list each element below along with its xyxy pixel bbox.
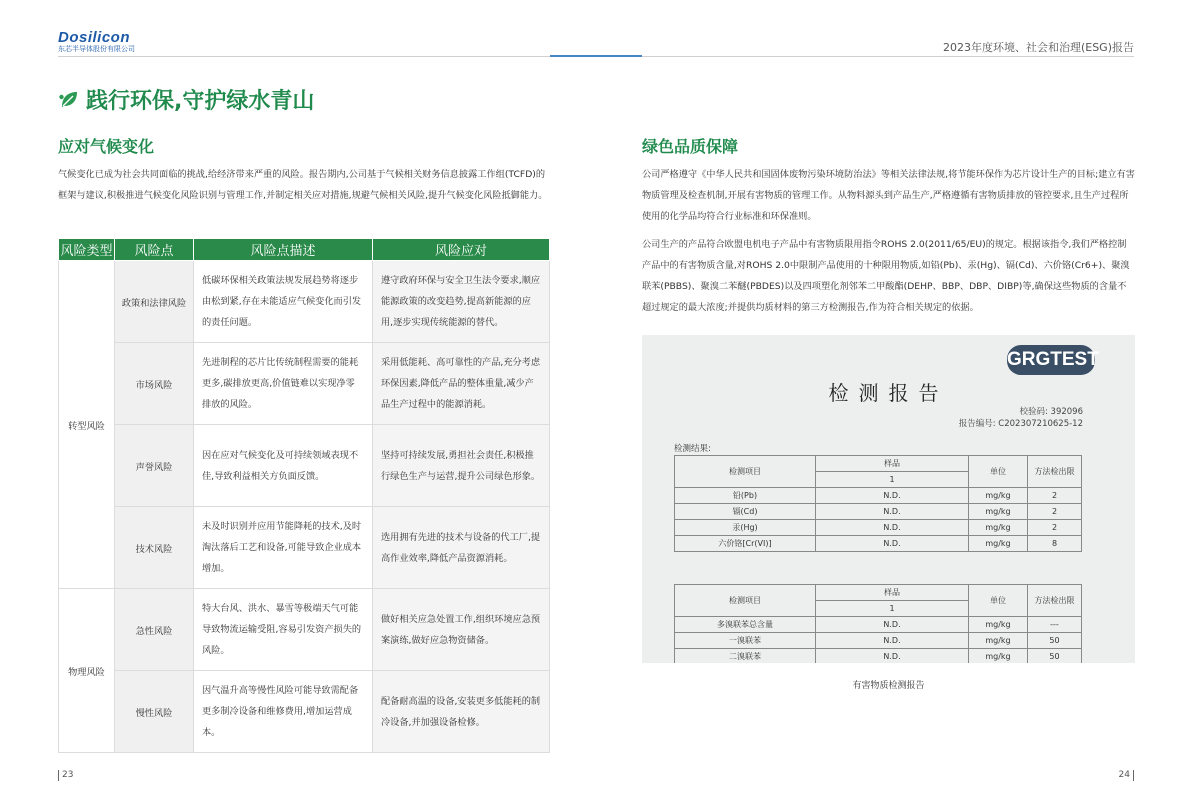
table-row: [59, 425, 550, 507]
green-quality-paragraph-2: 公司生产的产品符合欧盟电机电子产品中有害物质限用指令ROHS 2.0(2011/65/EU)的规定。根据该指令,我们严格控制产品中的有害物质含量,对ROHS 2.0中限制产品使用的十种限用物质,如铅(Pb)、汞(Hg)、镉(Cd)、六价铬(Cr6+)、聚溴联苯(PBBS)、聚溴二苯醚(PBDES)以及四项塑化剂邻苯二甲酸酯(DEHP、BBP、DBP、DIBP)等,确保这些物质的含量不超过规定的最大浓度;并提供均质材料的第三方检测报告,作为符合相关规定的依据。: [642, 239, 1130, 313]
item-cell: 镉(Cd): [675, 504, 816, 520]
unit-cell: mg/kg: [969, 649, 1028, 664]
header-risk-description: 风险点描述: [194, 239, 373, 261]
col-limit: 方法检出限: [1028, 585, 1082, 617]
risk-type-cell: 转型风险: [59, 261, 115, 589]
risk-response-cell: 坚持可持续发展,勇担社会责任,积极推行绿色生产与运营,提升公司绿色形象。: [373, 425, 550, 507]
limit-cell: 50: [1028, 649, 1082, 664]
page-number-right: 24: [1118, 770, 1130, 780]
header-risk-response: 风险应对: [373, 239, 550, 261]
risk-response-cell: 做好相关应急处置工作,组织环境应急预案演练,做好应急物资储备。: [373, 589, 550, 671]
climate-heading: 应对气候变化: [58, 137, 155, 156]
table-row: [59, 589, 550, 671]
col-sample-no: 1: [816, 472, 969, 488]
risk-description-cell: 未及时识别并应用节能降耗的技术,及时淘汰落后工艺和设备,可能导致企业成本增加。: [194, 507, 373, 589]
limit-cell: 8: [1028, 536, 1082, 552]
risk-response-cell: 选用拥有先进的技术与设备的代工厂,提高作业效率,降低产品资源消耗。: [373, 507, 550, 589]
table-row: [675, 520, 1082, 536]
leaf-icon: [58, 89, 80, 111]
col-sample-no: 1: [816, 601, 969, 617]
climate-risk-table: [58, 238, 550, 753]
table-row: [675, 585, 1082, 601]
col-unit: 单位: [969, 585, 1028, 617]
page-marker-left: [58, 770, 59, 781]
value-cell: N.D.: [816, 536, 969, 552]
table-row: [675, 536, 1082, 552]
table-row: [675, 456, 1082, 472]
table-row: [59, 343, 550, 425]
climate-paragraph: 气候变化已成为社会共同面临的挑战,给经济带来严重的风险。报告期内,公司基于气候相关财务信息披露工作组(TCFD)的框架与建议,积极推进气候变化风险识别与管理工作,并制定相关应对措施,规避气候相关风险,提升气候变化风险抵御能力。: [58, 169, 548, 201]
risk-description-cell: 因气温升高等慢性风险可能导致需配备更多制冷设备和维修费用,增加运营成本。: [194, 671, 373, 753]
col-limit: 方法检出限: [1028, 456, 1082, 488]
limit-cell: 2: [1028, 488, 1082, 504]
report-title: 2023年度环境、社会和治理(ESG)报告: [942, 41, 1134, 54]
value-cell: N.D.: [816, 617, 969, 633]
table-row: [675, 633, 1082, 649]
item-cell: 汞(Hg): [675, 520, 816, 536]
green-quality-paragraph-1: 公司严格遵守《中华人民共和国固体废物污染环境防治法》等相关法律法规,将节能环保作为芯片设计生产的目标;建立有害物质管理及检查机制,开展有害物质的管理工作。从物料源头到产品生产,严格遵循有害物质排放的管控要求,且生产过程所使用的化学品均符合行业标准和环保准则。: [642, 169, 1135, 222]
company-logo: [58, 30, 135, 54]
table-row: [675, 488, 1082, 504]
unit-cell: mg/kg: [969, 520, 1028, 536]
test-report-image: [642, 335, 1135, 663]
grgtest-logo: GRGTEST: [1007, 345, 1095, 375]
unit-cell: mg/kg: [969, 633, 1028, 649]
risk-description-cell: 因在应对气候变化及可持续领域表现不佳,导致利益相关方负面反馈。: [194, 425, 373, 507]
limit-cell: 2: [1028, 504, 1082, 520]
risk-response-cell: 遵守政府环保与安全卫生法令要求,顺应能源政策的改变趋势,提高新能源的应用,逐步实现传统能源的替代。: [373, 261, 550, 343]
table-row: [675, 617, 1082, 633]
limit-cell: 2: [1028, 520, 1082, 536]
col-unit: 单位: [969, 456, 1028, 488]
report-number: 报告编号: C202307210625-12: [958, 419, 1083, 429]
value-cell: N.D.: [816, 488, 969, 504]
report-results-label: 检测结果:: [674, 444, 711, 454]
value-cell: N.D.: [816, 649, 969, 664]
report-doc-title: 检测报告: [828, 381, 949, 405]
header-risk-point: 风险点: [115, 239, 194, 261]
logo-text: Dosilicon: [58, 29, 131, 46]
limit-cell: 50: [1028, 633, 1082, 649]
table-header-row: [59, 239, 550, 261]
table-row: [675, 504, 1082, 520]
report-table-pbb: [674, 584, 1082, 663]
risk-type-cell: 物理风险: [59, 589, 115, 753]
table-row: [59, 507, 550, 589]
item-cell: 一溴联苯: [675, 633, 816, 649]
col-item: 检测项目: [675, 456, 816, 488]
risk-description-cell: 低碳环保相关政策法规发展趋势将逐步由松到紧,存在未能适应气候变化而引发的责任问题。: [194, 261, 373, 343]
image-caption: 有害物质检测报告: [852, 681, 925, 691]
risk-response-cell: 采用低能耗、高可靠性的产品,充分考虑环保因素,降低产品的整体重量,减少产品生产过程中的能源消耗。: [373, 343, 550, 425]
value-cell: N.D.: [816, 520, 969, 536]
risk-point-cell: 急性风险: [115, 589, 194, 671]
col-sample: 样品: [816, 456, 969, 472]
risk-description-cell: 先进制程的芯片比传统制程需要的能耗更多,碳排放更高,价值链难以实现净零排放的风险。: [194, 343, 373, 425]
header-risk-type: 风险类型: [59, 239, 115, 261]
risk-point-cell: 市场风险: [115, 343, 194, 425]
value-cell: N.D.: [816, 633, 969, 649]
table-row: [675, 649, 1082, 664]
table-row: [59, 261, 550, 343]
section-title-text: 践行环保,守护绿水青山: [86, 89, 315, 114]
risk-point-cell: 技术风险: [115, 507, 194, 589]
value-cell: N.D.: [816, 504, 969, 520]
unit-cell: mg/kg: [969, 536, 1028, 552]
logo-subtitle: 东芯半导体股份有限公司: [58, 45, 135, 53]
col-item: 检测项目: [675, 585, 816, 617]
page-number-left: 23: [62, 770, 74, 780]
green-quality-heading: 绿色品质保障: [642, 137, 739, 156]
header-divider-accent: [550, 55, 642, 57]
unit-cell: mg/kg: [969, 504, 1028, 520]
section-title: [58, 84, 314, 115]
risk-point-cell: 政策和法律风险: [115, 261, 194, 343]
item-cell: 二溴联苯: [675, 649, 816, 664]
col-sample: 样品: [816, 585, 969, 601]
risk-point-cell: 慢性风险: [115, 671, 194, 753]
risk-response-cell: 配备耐高温的设备,安装更多低能耗的制冷设备,并加强设备检修。: [373, 671, 550, 753]
risk-description-cell: 特大台风、洪水、暴雪等极端天气可能导致物流运输受阻,容易引发资产损失的风险。: [194, 589, 373, 671]
report-table-metals: [674, 455, 1082, 552]
table-row: [59, 671, 550, 753]
unit-cell: mg/kg: [969, 488, 1028, 504]
report-check-code: 校验码: 392096: [1019, 407, 1083, 417]
item-cell: 铅(Pb): [675, 488, 816, 504]
risk-point-cell: 声誉风险: [115, 425, 194, 507]
limit-cell: ---: [1028, 617, 1082, 633]
unit-cell: mg/kg: [969, 617, 1028, 633]
item-cell: 多溴联苯总含量: [675, 617, 816, 633]
item-cell: 六价铬[Cr(VI)]: [675, 536, 816, 552]
page-marker-right: [1133, 770, 1134, 781]
